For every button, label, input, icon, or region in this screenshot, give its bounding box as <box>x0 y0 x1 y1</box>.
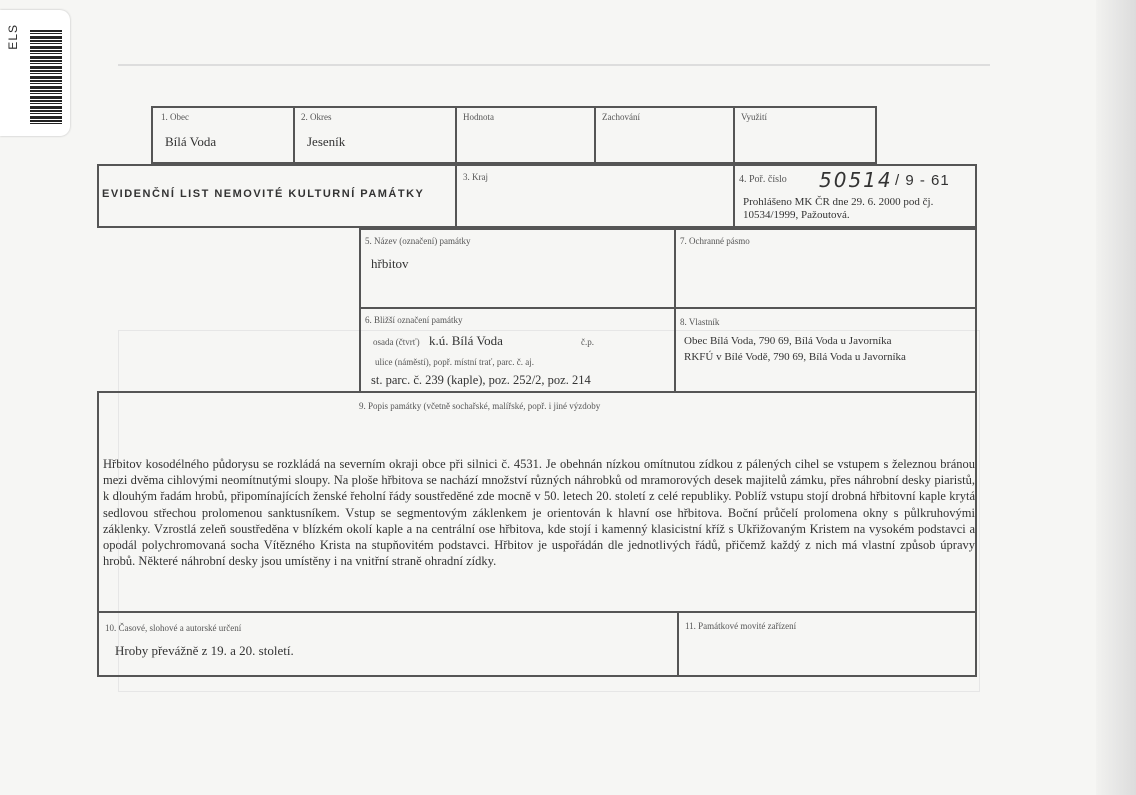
por-cislo-label: 4. Poř. číslo <box>739 174 787 185</box>
ochranne-pasmo-label: 7. Ochranné pásmo <box>680 236 750 246</box>
form-title: EVIDENČNÍ LIST NEMOVITÉ KULTURNÍ PAMÁTKY <box>102 188 425 200</box>
field-zachovani <box>594 106 735 164</box>
okres-value: Jeseník <box>307 134 346 149</box>
hodnota-label: Hodnota <box>463 112 494 122</box>
blizsi-label: 6. Bližší označení památky <box>365 315 463 325</box>
obec-value: Bílá Voda <box>165 134 217 149</box>
parcela-value: st. parc. č. 239 (kaple), poz. 252/2, poz. 214 <box>371 373 591 387</box>
field-vlastnik <box>674 307 977 393</box>
nazev-value: hřbitov <box>371 256 409 271</box>
nazev-label: 5. Název (označení) památky <box>365 236 471 246</box>
barcode-icon <box>30 30 62 126</box>
okres-label: 2. Okres <box>301 112 332 122</box>
por-cislo-suffix: / 9 - 61 <box>895 172 950 189</box>
barcode-label <box>0 10 70 136</box>
zachovani-label: Zachování <box>602 112 640 122</box>
field-ochranne-pasmo <box>674 228 977 309</box>
ulice-label: ulice (náměstí), popř. místní trať, parc. č. aj. <box>375 357 535 367</box>
vlastnik-label: 8. Vlastník <box>680 317 720 327</box>
field-casove <box>97 611 679 677</box>
popis-text: Hřbitov kosodélného půdorysu se rozkládá na severním okraji obce při silnici č. 4531. Je obehnán nízkou omítnutou zídkou z pálených cihel se vstupem s železnou bránou mezi dvěma cihlovými neomítnutými sloupy. Na ploše hřbitova se nachází množství různých náhrobků od mramorových desek majitelů zámku, přes náhrobní desky piaristů, k dlouhým řadám hrobů, připomínajících ženské řeholní řády soustředěné zde mocně v 50. letech 20. století z celé republiky. Poblíž vstupu stojí drobná hřbitovní kaple krytá sedlovou střechou prolomenou sanktusníkem. Vstup se segmentovým záklenkem je orientován k hlavní ose hřbitova. Boční průčelí prolomena okny s půlkruhovými záklenky. Vzrostlá zeleň soustředěna v blízkém okolí kaple a na centrální ose hřbitova, kde stojí i kamenný klasicistní kříž s Ukřižovaným Kristem na vysokém podstavci a opodál polychromovaná socha Vítězného Krista na stupňovitém podstavci. Hřbitov je uspořádán dle jednotlivých řádů, přičemž každý z nich má vlastní způsob úpravy hrobů. Některé náhrobní desky jsou umístěny i na vnitřní straně ohradní zídky. <box>103 457 975 569</box>
por-cislo-number: 50514 <box>819 168 893 192</box>
por-cislo-note: Prohlášeno MK ČR dne 29. 6. 2000 pod čj. 10534/1999, Pažoutová. <box>743 196 934 221</box>
field-obec <box>151 106 295 164</box>
osada-label: osada (čtvrť) <box>373 337 420 347</box>
vlastnik-line-1: Obec Bílá Voda, 790 69, Bílá Voda u Javorníka <box>684 335 892 347</box>
vyuziti-label: Využití <box>741 112 767 122</box>
ghost-line <box>118 64 990 66</box>
vlastnik-line-2: RKFÚ v Bílé Vodě, 790 69, Bílá Voda u Javorníka <box>684 351 906 363</box>
field-okres <box>293 106 457 164</box>
kraj-label: 3. Kraj <box>463 172 488 182</box>
field-nazev <box>359 228 676 309</box>
popis-label: 9. Popis památky (včetně sochařské, malířské, popř. i jiné výzdoby <box>359 401 601 411</box>
casove-value: Hroby převážně z 19. a 20. století. <box>115 643 294 658</box>
field-blizsi <box>359 307 676 393</box>
movite-label: 11. Památkové movité zařízení <box>685 621 797 631</box>
cp-label: č.p. <box>581 337 594 347</box>
scan-edge-shade <box>1096 0 1136 795</box>
barcode-text: ELS <box>6 24 20 50</box>
osada-value: k.ú. Bílá Voda <box>429 333 503 348</box>
field-por-cislo <box>733 164 977 228</box>
field-movite <box>677 611 977 677</box>
casove-label: 10. Časové, slohové a autorské určení <box>105 623 242 633</box>
field-hodnota <box>455 106 596 164</box>
field-vyuziti <box>733 106 877 164</box>
obec-label: 1. Obec <box>161 112 189 122</box>
field-kraj <box>455 164 735 228</box>
